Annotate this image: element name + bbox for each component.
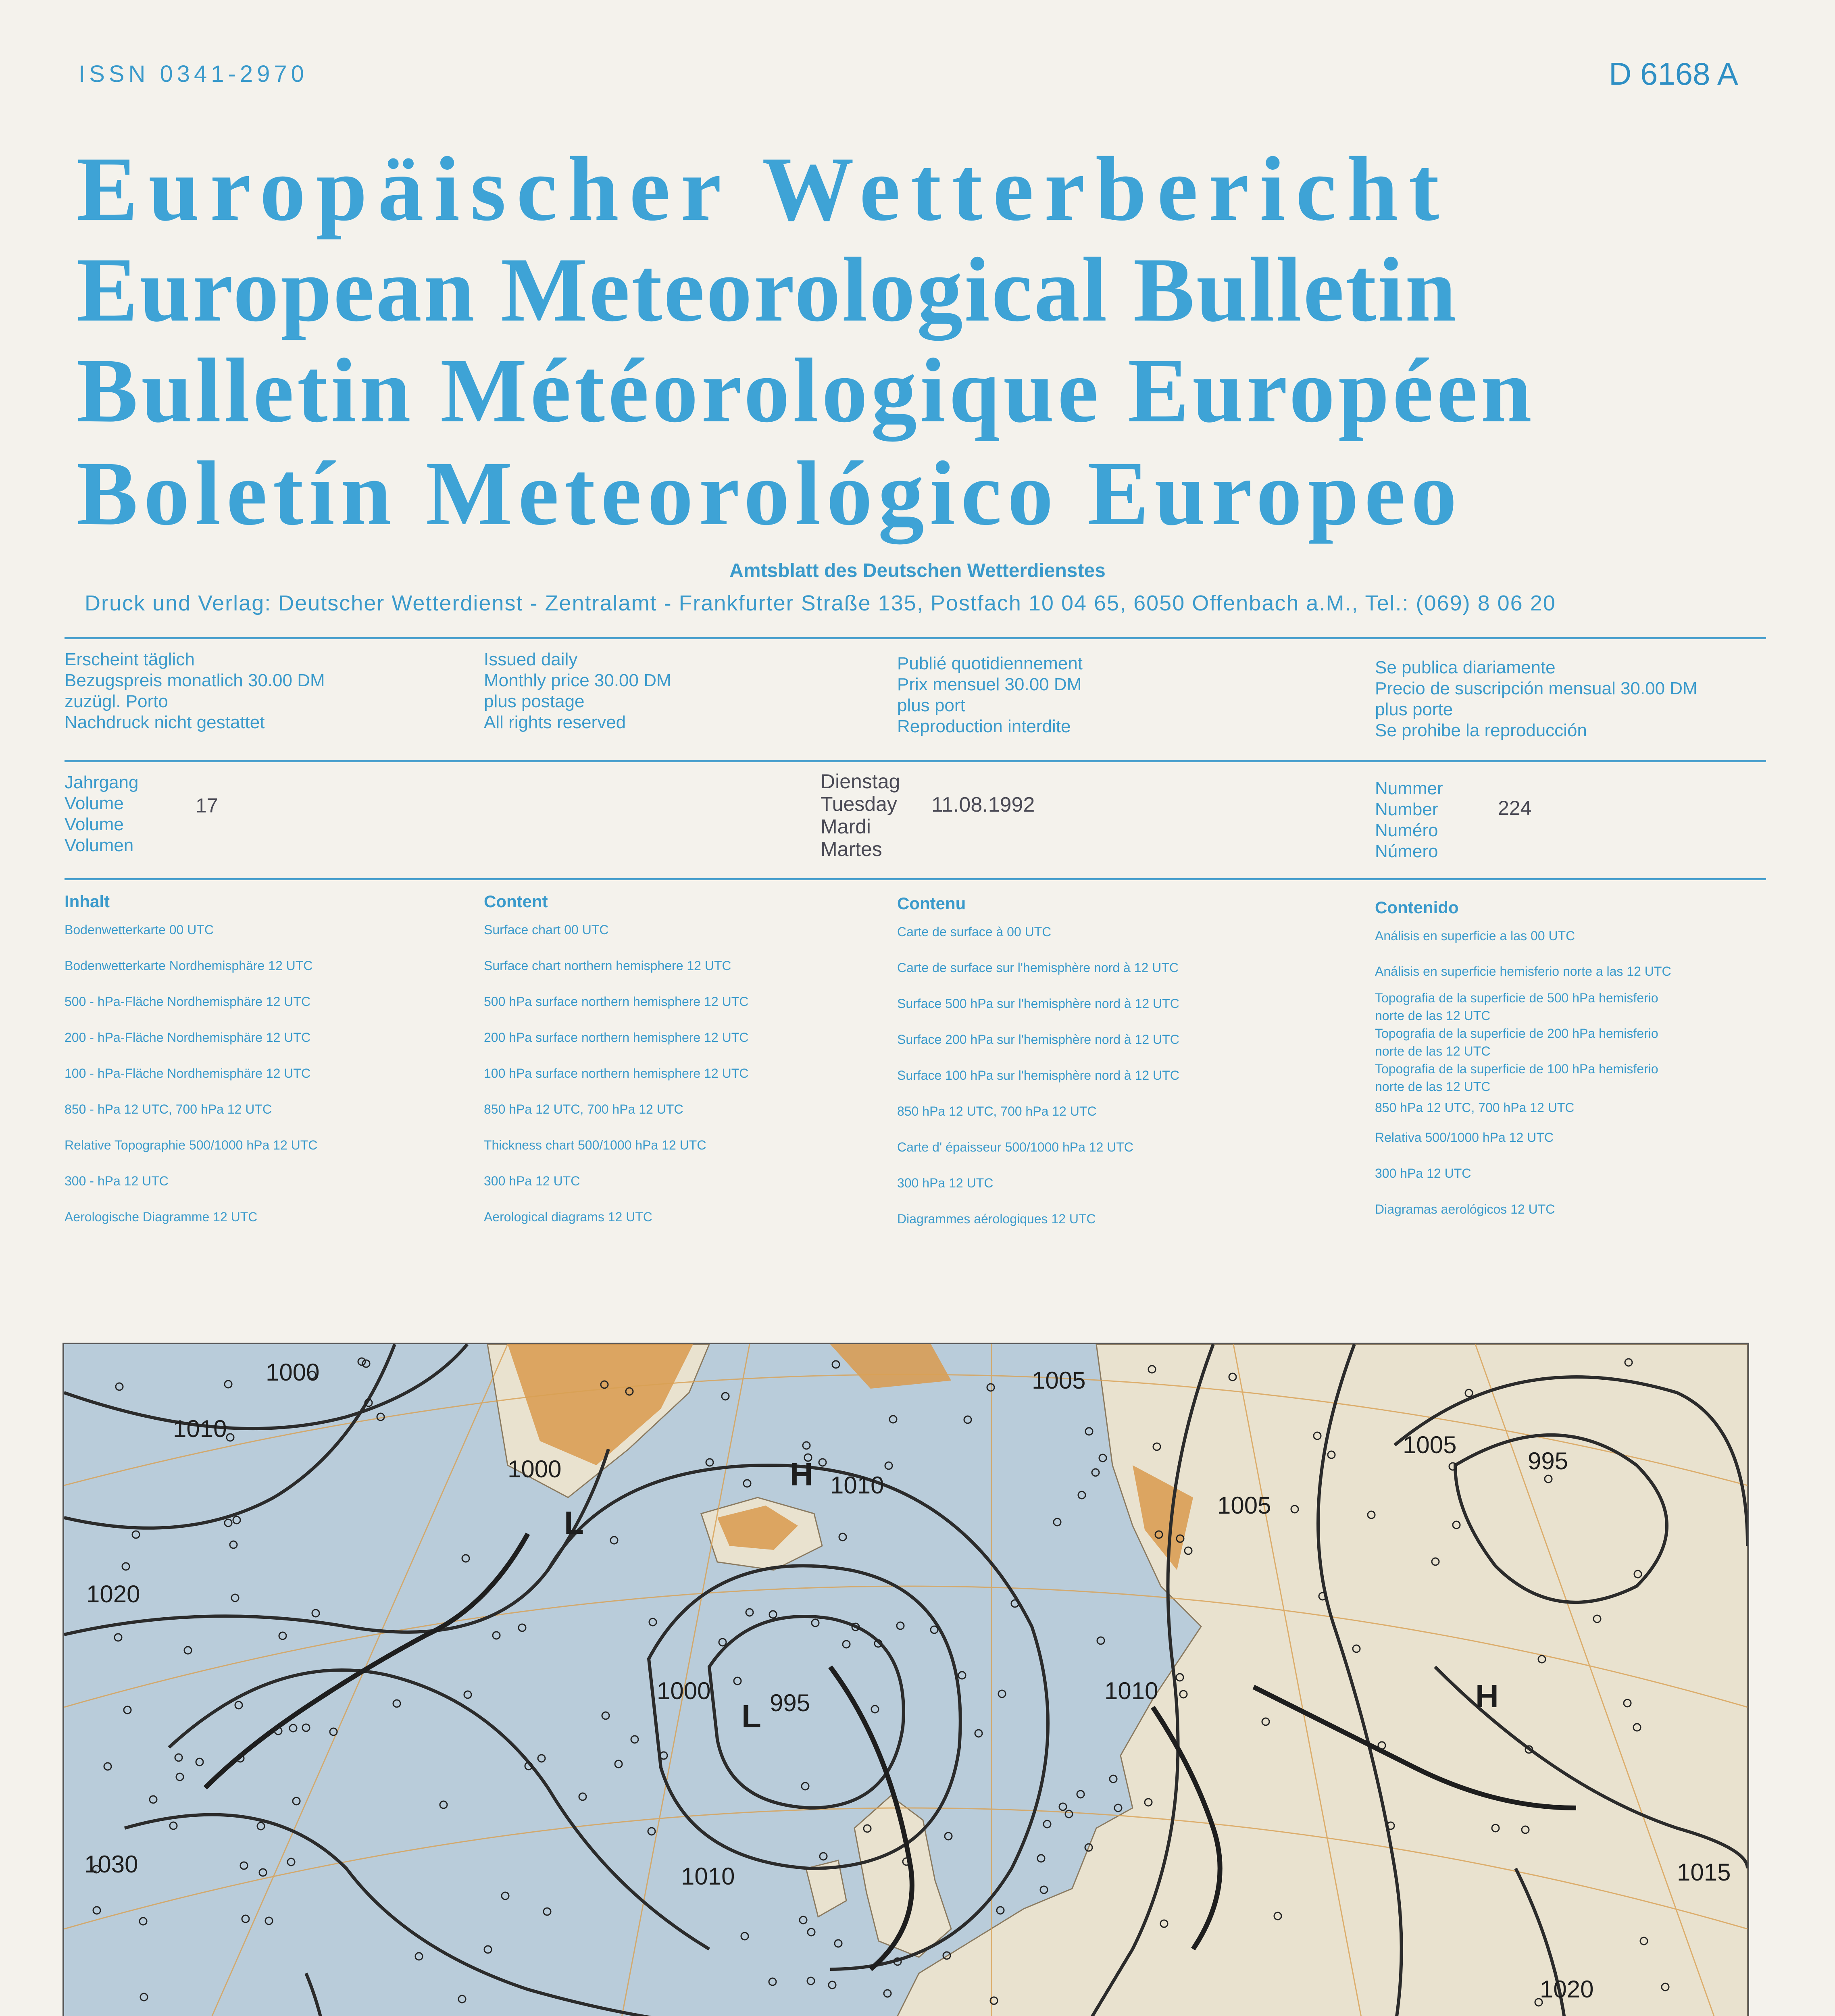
- low-pressure-center: L: [741, 1698, 761, 1734]
- publisher-line: Druck und Verlag: Deutscher Wetterdienst - Zentralamt - Frankfurter Straße 135, Postfach 10 04 65, 6050 Offenbach a.M., Tel.: (069) 8 06 20: [85, 591, 1556, 615]
- isobar-label: 995: [770, 1689, 810, 1716]
- isobar-label: 1010: [173, 1415, 227, 1442]
- title-german: Europäischer Wetterbericht: [77, 138, 1450, 240]
- contents-item: Diagramas aerológicos 12 UTC: [1375, 1202, 1555, 1216]
- contents-item: Bodenwetterkarte 00 UTC: [65, 923, 214, 937]
- subscription-line: Prix mensuel 30.00 DM: [897, 675, 1082, 694]
- contents-item: norte de las 12 UTC: [1375, 1044, 1491, 1058]
- contents-heading: Inhalt: [65, 892, 110, 911]
- contents-item: norte de las 12 UTC: [1375, 1008, 1491, 1023]
- isobar-label: 1005: [1032, 1367, 1086, 1394]
- publication-code: D 6168 A: [1609, 56, 1738, 92]
- contents-german: [65, 891, 317, 1235]
- subscription-line: plus postage: [484, 691, 585, 711]
- contents-item: Carte de surface sur l'hemisphère nord à 12 UTC: [897, 960, 1179, 975]
- subscription-line: plus porte: [1375, 700, 1453, 719]
- weekday-label: Mardi: [821, 815, 871, 838]
- contents-item: 850 hPa 12 UTC, 700 hPa 12 UTC: [1375, 1100, 1575, 1115]
- subscription-line: Monthly price 30.00 DM: [484, 671, 671, 690]
- number-label: Número: [1375, 841, 1438, 861]
- contents-heading: Content: [484, 892, 548, 911]
- contents-item: norte de las 12 UTC: [1375, 1079, 1491, 1094]
- contents-item: 100 - hPa-Fläche Nordhemisphäre 12 UTC: [65, 1066, 311, 1081]
- subscription-line: Publié quotidiennement: [897, 654, 1083, 673]
- contents-item: Aerologische Diagramme 12 UTC: [65, 1210, 258, 1224]
- subscription-line: Precio de suscripción mensual 30.00 DM: [1375, 679, 1698, 698]
- title-english: European Meteorological Bulletin: [77, 239, 1458, 341]
- contents-item: Análisis en superficie a las 00 UTC: [1375, 929, 1575, 943]
- contents-item: 300 hPa 12 UTC: [1375, 1166, 1471, 1181]
- contents-item: Relative Topographie 500/1000 hPa 12 UTC: [65, 1138, 318, 1152]
- volume-label: Volume: [65, 793, 124, 813]
- contents-item: 500 hPa surface northern hemisphere 12 UTC: [484, 994, 749, 1009]
- isobar-label: 1010: [681, 1863, 735, 1890]
- contents-item: 300 hPa 12 UTC: [484, 1174, 580, 1188]
- low-pressure-center: L: [564, 1505, 584, 1541]
- contents-heading: Contenu: [897, 894, 966, 913]
- official-gazette-line: Amtsblatt des Deutschen Wetterdienstes: [729, 560, 1106, 581]
- contents-item: Thickness chart 500/1000 hPa 12 UTC: [484, 1138, 706, 1152]
- volume-labels: [65, 772, 138, 856]
- isobar-label: 1020: [86, 1581, 140, 1608]
- isobar-label: 1000: [508, 1456, 562, 1483]
- surface-weather-map: [62, 1343, 1749, 2016]
- subscription-line: Reproduction interdite: [897, 716, 1071, 736]
- volume-label: Volume: [65, 814, 124, 834]
- contents-item: Surface 100 hPa sur l'hemisphère nord à 12 UTC: [897, 1068, 1179, 1083]
- isobar-label: 1005: [1403, 1431, 1457, 1458]
- contents-item: Aerological diagrams 12 UTC: [484, 1210, 652, 1224]
- weekday-labels: [821, 770, 900, 860]
- contents-item: 850 hPa 12 UTC, 700 hPa 12 UTC: [897, 1104, 1097, 1118]
- divider: [65, 878, 1766, 880]
- contents-item: 850 - hPa 12 UTC, 700 hPa 12 UTC: [65, 1102, 272, 1116]
- isobar-label: 1030: [84, 1851, 138, 1878]
- contents-item: 200 - hPa-Fläche Nordhemisphäre 12 UTC: [65, 1030, 311, 1045]
- isobar-label: 1000: [266, 1359, 320, 1386]
- divider: [65, 760, 1766, 762]
- subscription-english: [484, 649, 671, 733]
- contents-item: Análisis en superficie hemisferio norte a las 12 UTC: [1375, 964, 1671, 979]
- isobar-label: 1010: [830, 1472, 884, 1499]
- high-pressure-center: H: [1475, 1678, 1499, 1714]
- subscription-line: plus port: [897, 696, 965, 715]
- number-label: Number: [1375, 800, 1438, 819]
- number-label: Nummer: [1375, 779, 1443, 798]
- map-drawing: [64, 1344, 1748, 2016]
- contents-item: 300 hPa 12 UTC: [897, 1176, 994, 1190]
- contents-spanish: [1375, 897, 1671, 1227]
- weekday-label: Dienstag: [821, 770, 900, 793]
- contents-item: 850 hPa 12 UTC, 700 hPa 12 UTC: [484, 1102, 683, 1116]
- isobar-label: 1005: [1217, 1492, 1271, 1519]
- contents-item: Surface 200 hPa sur l'hemisphère nord à 12 UTC: [897, 1032, 1179, 1047]
- contents-item: Bodenwetterkarte Nordhemisphäre 12 UTC: [65, 958, 313, 973]
- contents-item: 100 hPa surface northern hemisphere 12 UTC: [484, 1066, 749, 1081]
- isobar-label: 1010: [1104, 1677, 1158, 1704]
- volume-value: 17: [196, 794, 218, 817]
- subscription-line: Issued daily: [484, 650, 578, 669]
- contents-french: [897, 893, 1179, 1237]
- contents-item: Diagrammes aérologiques 12 UTC: [897, 1212, 1096, 1226]
- contents-item: Surface 500 hPa sur l'hemisphère nord à 12 UTC: [897, 996, 1179, 1011]
- contents-item: Surface chart northern hemisphere 12 UTC: [484, 958, 731, 973]
- volume-label: Volumen: [65, 835, 134, 855]
- divider: [65, 637, 1766, 639]
- subscription-line: Bezugspreis monatlich 30.00 DM: [65, 671, 325, 690]
- contents-heading: Contenido: [1375, 898, 1459, 917]
- subscription-spanish: [1375, 657, 1698, 741]
- issue-number: 224: [1498, 797, 1532, 819]
- contents-item: Relativa 500/1000 hPa 12 UTC: [1375, 1130, 1554, 1145]
- contents-item: Carte d' épaisseur 500/1000 hPa 12 UTC: [897, 1140, 1134, 1154]
- contents-item: Topografia de la superficie de 100 hPa hemisferio: [1375, 1062, 1658, 1076]
- isobar-label: 1020: [1540, 1976, 1594, 2003]
- contents-item: 200 hPa surface northern hemisphere 12 UTC: [484, 1030, 749, 1045]
- title-french: Bulletin Météorologique Européen: [77, 340, 1535, 442]
- number-label: Numéro: [1375, 821, 1438, 840]
- subscription-french: [897, 653, 1083, 737]
- contents-english: [484, 891, 748, 1235]
- issn-number: ISSN 0341-2970: [79, 61, 308, 87]
- volume-label: Jahrgang: [65, 773, 139, 792]
- high-pressure-center: H: [790, 1456, 813, 1492]
- subscription-line: Se prohibe la reproducción: [1375, 721, 1587, 740]
- subscription-german: [65, 649, 325, 733]
- isobar-label: 1000: [657, 1677, 711, 1704]
- number-labels: [1375, 778, 1443, 862]
- isobar-label: 1015: [1677, 1859, 1731, 1886]
- contents-item: Topografia de la superficie de 200 hPa hemisferio: [1375, 1026, 1658, 1041]
- contents-item: Topografia de la superficie de 500 hPa hemisferio: [1375, 991, 1658, 1005]
- weekday-label: Martes: [821, 838, 882, 860]
- issue-date: 11.08.1992: [931, 793, 1035, 816]
- subscription-line: Erscheint täglich: [65, 650, 195, 669]
- contents-item: 300 - hPa 12 UTC: [65, 1174, 169, 1188]
- contents-item: 500 - hPa-Fläche Nordhemisphäre 12 UTC: [65, 994, 311, 1009]
- isobar-label: 995: [1528, 1447, 1568, 1475]
- subscription-line: Nachdruck nicht gestattet: [65, 712, 265, 732]
- title-spanish: Boletín Meteorológico Europeo: [77, 443, 1463, 544]
- subscription-line: Se publica diariamente: [1375, 658, 1556, 677]
- weekday-label: Tuesday: [821, 793, 897, 815]
- subscription-line: zuzügl. Porto: [65, 691, 168, 711]
- contents-item: Carte de surface à 00 UTC: [897, 925, 1052, 939]
- subscription-line: All rights reserved: [484, 712, 626, 732]
- contents-item: Surface chart 00 UTC: [484, 923, 609, 937]
